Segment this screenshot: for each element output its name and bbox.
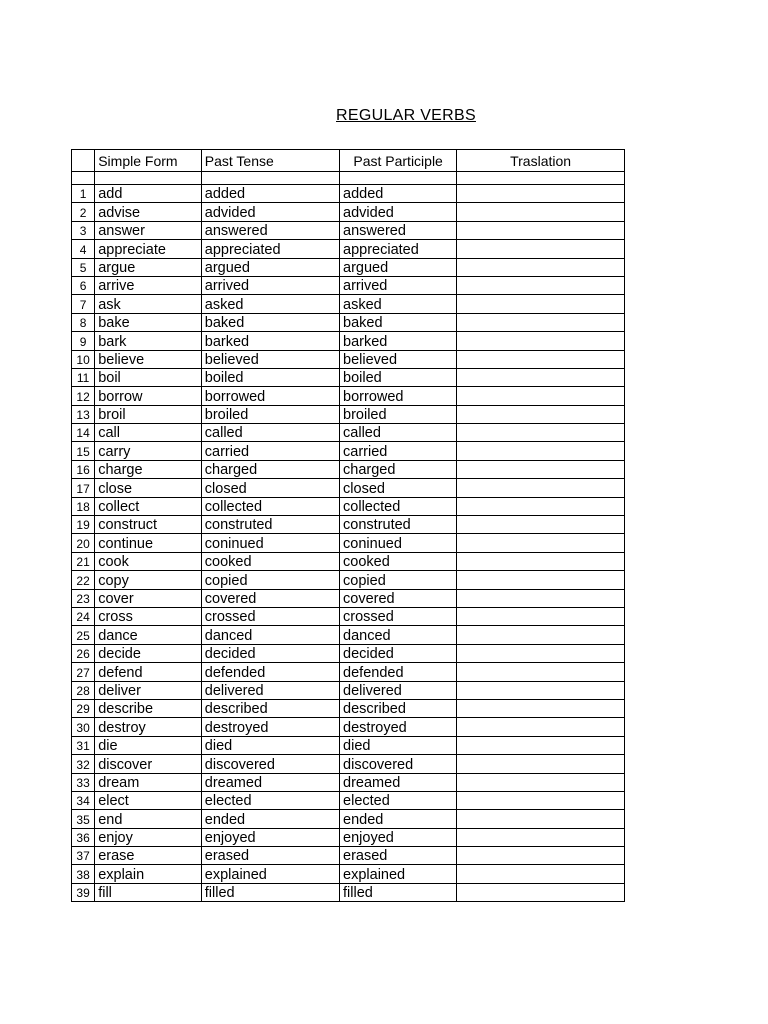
table-spacer-row bbox=[72, 172, 625, 185]
row-number: 8 bbox=[72, 313, 95, 331]
translation-cell[interactable] bbox=[457, 368, 625, 386]
past-tense-cell: collected bbox=[201, 497, 339, 515]
row-number: 36 bbox=[72, 828, 95, 846]
row-number: 29 bbox=[72, 699, 95, 717]
translation-cell[interactable] bbox=[457, 718, 625, 736]
row-number: 27 bbox=[72, 663, 95, 681]
past-participle-cell: defended bbox=[340, 663, 457, 681]
translation-cell[interactable] bbox=[457, 699, 625, 717]
simple-form-cell: dream bbox=[95, 773, 202, 791]
translation-cell[interactable] bbox=[457, 332, 625, 350]
simple-form-cell: broil bbox=[95, 405, 202, 423]
past-participle-cell: appreciated bbox=[340, 240, 457, 258]
row-number: 34 bbox=[72, 791, 95, 809]
simple-form-cell: explain bbox=[95, 865, 202, 883]
simple-form-cell: carry bbox=[95, 442, 202, 460]
row-number: 11 bbox=[72, 368, 95, 386]
translation-cell[interactable] bbox=[457, 350, 625, 368]
spacer-cell bbox=[340, 172, 457, 185]
row-number: 2 bbox=[72, 203, 95, 221]
table-row bbox=[72, 203, 625, 221]
table-row bbox=[72, 699, 625, 717]
past-participle-cell: crossed bbox=[340, 607, 457, 625]
table-row bbox=[72, 276, 625, 294]
row-number: 33 bbox=[72, 773, 95, 791]
simple-form-cell: borrow bbox=[95, 387, 202, 405]
simple-form-cell: erase bbox=[95, 847, 202, 865]
row-number: 22 bbox=[72, 571, 95, 589]
translation-cell[interactable] bbox=[457, 663, 625, 681]
translation-cell[interactable] bbox=[457, 773, 625, 791]
past-participle-cell: carried bbox=[340, 442, 457, 460]
table-row bbox=[72, 828, 625, 846]
translation-cell[interactable] bbox=[457, 810, 625, 828]
row-number: 26 bbox=[72, 644, 95, 662]
simple-form-cell: enjoy bbox=[95, 828, 202, 846]
row-number: 31 bbox=[72, 736, 95, 754]
past-participle-cell: enjoyed bbox=[340, 828, 457, 846]
row-number: 17 bbox=[72, 479, 95, 497]
simple-form-cell: decide bbox=[95, 644, 202, 662]
row-number: 28 bbox=[72, 681, 95, 699]
translation-cell[interactable] bbox=[457, 387, 625, 405]
past-participle-cell: baked bbox=[340, 313, 457, 331]
simple-form-cell: argue bbox=[95, 258, 202, 276]
past-tense-cell: arrived bbox=[201, 276, 339, 294]
simple-form-cell: construct bbox=[95, 516, 202, 534]
past-tense-cell: decided bbox=[201, 644, 339, 662]
spacer-cell bbox=[201, 172, 339, 185]
past-participle-cell: asked bbox=[340, 295, 457, 313]
table-row bbox=[72, 479, 625, 497]
row-number: 16 bbox=[72, 460, 95, 478]
translation-cell[interactable] bbox=[457, 681, 625, 699]
past-participle-cell: destroyed bbox=[340, 718, 457, 736]
past-tense-cell: crossed bbox=[201, 607, 339, 625]
translation-cell[interactable] bbox=[457, 424, 625, 442]
past-tense-cell: answered bbox=[201, 221, 339, 239]
table-row bbox=[72, 497, 625, 515]
translation-cell[interactable] bbox=[457, 534, 625, 552]
past-participle-cell: arrived bbox=[340, 276, 457, 294]
translation-cell[interactable] bbox=[457, 258, 625, 276]
past-tense-cell: charged bbox=[201, 460, 339, 478]
simple-form-cell: boil bbox=[95, 368, 202, 386]
past-participle-cell: coninued bbox=[340, 534, 457, 552]
table-row bbox=[72, 626, 625, 644]
simple-form-cell: describe bbox=[95, 699, 202, 717]
table-row bbox=[72, 718, 625, 736]
past-participle-cell: believed bbox=[340, 350, 457, 368]
translation-cell[interactable] bbox=[457, 185, 625, 203]
past-tense-cell: elected bbox=[201, 791, 339, 809]
translation-cell[interactable] bbox=[457, 460, 625, 478]
row-number: 24 bbox=[72, 607, 95, 625]
table-row bbox=[72, 387, 625, 405]
past-participle-cell: boiled bbox=[340, 368, 457, 386]
past-tense-cell: carried bbox=[201, 442, 339, 460]
past-participle-cell: closed bbox=[340, 479, 457, 497]
table-row bbox=[72, 755, 625, 773]
table-row bbox=[72, 350, 625, 368]
table-row bbox=[72, 185, 625, 203]
table-row bbox=[72, 295, 625, 313]
past-tense-cell: covered bbox=[201, 589, 339, 607]
translation-cell[interactable] bbox=[457, 644, 625, 662]
translation-cell[interactable] bbox=[457, 755, 625, 773]
simple-form-cell: discover bbox=[95, 755, 202, 773]
past-tense-cell: boiled bbox=[201, 368, 339, 386]
translation-cell[interactable] bbox=[457, 497, 625, 515]
past-tense-cell: barked bbox=[201, 332, 339, 350]
header-past-tense: Past Tense bbox=[201, 150, 339, 172]
row-number: 19 bbox=[72, 516, 95, 534]
header-simple-form: Simple Form bbox=[95, 150, 202, 172]
table-row bbox=[72, 516, 625, 534]
row-number: 1 bbox=[72, 185, 95, 203]
row-number: 14 bbox=[72, 424, 95, 442]
past-participle-cell: erased bbox=[340, 847, 457, 865]
past-participle-cell: answered bbox=[340, 221, 457, 239]
past-tense-cell: baked bbox=[201, 313, 339, 331]
row-number: 25 bbox=[72, 626, 95, 644]
simple-form-cell: answer bbox=[95, 221, 202, 239]
table-row bbox=[72, 663, 625, 681]
translation-cell[interactable] bbox=[457, 589, 625, 607]
past-tense-cell: described bbox=[201, 699, 339, 717]
table-row bbox=[72, 552, 625, 570]
row-number: 37 bbox=[72, 847, 95, 865]
row-number: 39 bbox=[72, 883, 95, 901]
simple-form-cell: deliver bbox=[95, 681, 202, 699]
simple-form-cell: charge bbox=[95, 460, 202, 478]
table-row bbox=[72, 424, 625, 442]
spacer-cell bbox=[95, 172, 202, 185]
past-participle-cell: covered bbox=[340, 589, 457, 607]
row-number: 15 bbox=[72, 442, 95, 460]
row-number: 23 bbox=[72, 589, 95, 607]
simple-form-cell: copy bbox=[95, 571, 202, 589]
simple-form-cell: bark bbox=[95, 332, 202, 350]
table-row bbox=[72, 240, 625, 258]
translation-cell[interactable] bbox=[457, 791, 625, 809]
row-number: 10 bbox=[72, 350, 95, 368]
translation-cell[interactable] bbox=[457, 626, 625, 644]
past-tense-cell: added bbox=[201, 185, 339, 203]
simple-form-cell: advise bbox=[95, 203, 202, 221]
past-participle-cell: argued bbox=[340, 258, 457, 276]
simple-form-cell: appreciate bbox=[95, 240, 202, 258]
simple-form-cell: destroy bbox=[95, 718, 202, 736]
simple-form-cell: collect bbox=[95, 497, 202, 515]
simple-form-cell: defend bbox=[95, 663, 202, 681]
past-participle-cell: broiled bbox=[340, 405, 457, 423]
row-number: 12 bbox=[72, 387, 95, 405]
row-number: 30 bbox=[72, 718, 95, 736]
table-row bbox=[72, 883, 625, 901]
table-row bbox=[72, 534, 625, 552]
table-row bbox=[72, 368, 625, 386]
simple-form-cell: cook bbox=[95, 552, 202, 570]
header-translation: Traslation bbox=[457, 150, 625, 172]
spacer-cell bbox=[72, 172, 95, 185]
row-number: 32 bbox=[72, 755, 95, 773]
table-row bbox=[72, 810, 625, 828]
past-tense-cell: defended bbox=[201, 663, 339, 681]
row-number: 6 bbox=[72, 276, 95, 294]
translation-cell[interactable] bbox=[457, 847, 625, 865]
table-row bbox=[72, 442, 625, 460]
past-tense-cell: danced bbox=[201, 626, 339, 644]
past-participle-cell: delivered bbox=[340, 681, 457, 699]
translation-cell[interactable] bbox=[457, 203, 625, 221]
translation-cell[interactable] bbox=[457, 479, 625, 497]
table-row bbox=[72, 460, 625, 478]
table-row bbox=[72, 644, 625, 662]
past-participle-cell: ended bbox=[340, 810, 457, 828]
table-row bbox=[72, 865, 625, 883]
simple-form-cell: add bbox=[95, 185, 202, 203]
translation-cell[interactable] bbox=[457, 883, 625, 901]
past-participle-cell: discovered bbox=[340, 755, 457, 773]
past-tense-cell: erased bbox=[201, 847, 339, 865]
past-tense-cell: argued bbox=[201, 258, 339, 276]
past-tense-cell: copied bbox=[201, 571, 339, 589]
table-row bbox=[72, 791, 625, 809]
table-row bbox=[72, 736, 625, 754]
past-tense-cell: cooked bbox=[201, 552, 339, 570]
table-header-row bbox=[72, 150, 625, 172]
past-tense-cell: enjoyed bbox=[201, 828, 339, 846]
table-row bbox=[72, 332, 625, 350]
row-number: 21 bbox=[72, 552, 95, 570]
table-row bbox=[72, 571, 625, 589]
past-tense-cell: delivered bbox=[201, 681, 339, 699]
simple-form-cell: continue bbox=[95, 534, 202, 552]
past-participle-cell: dreamed bbox=[340, 773, 457, 791]
past-participle-cell: described bbox=[340, 699, 457, 717]
translation-cell[interactable] bbox=[457, 276, 625, 294]
translation-cell[interactable] bbox=[457, 405, 625, 423]
simple-form-cell: cover bbox=[95, 589, 202, 607]
spacer-cell bbox=[457, 172, 625, 185]
past-tense-cell: died bbox=[201, 736, 339, 754]
table-row bbox=[72, 847, 625, 865]
past-tense-cell: coninued bbox=[201, 534, 339, 552]
simple-form-cell: bake bbox=[95, 313, 202, 331]
row-number: 7 bbox=[72, 295, 95, 313]
past-tense-cell: called bbox=[201, 424, 339, 442]
table-row bbox=[72, 221, 625, 239]
simple-form-cell: close bbox=[95, 479, 202, 497]
past-participle-cell: danced bbox=[340, 626, 457, 644]
past-tense-cell: discovered bbox=[201, 755, 339, 773]
row-number: 5 bbox=[72, 258, 95, 276]
past-tense-cell: borrowed bbox=[201, 387, 339, 405]
past-tense-cell: advided bbox=[201, 203, 339, 221]
header-number bbox=[72, 150, 95, 172]
past-tense-cell: construted bbox=[201, 516, 339, 534]
past-participle-cell: added bbox=[340, 185, 457, 203]
verb-table-body bbox=[72, 185, 625, 902]
past-participle-cell: filled bbox=[340, 883, 457, 901]
past-tense-cell: asked bbox=[201, 295, 339, 313]
table-row bbox=[72, 681, 625, 699]
row-number: 18 bbox=[72, 497, 95, 515]
translation-cell[interactable] bbox=[457, 295, 625, 313]
simple-form-cell: fill bbox=[95, 883, 202, 901]
simple-form-cell: call bbox=[95, 424, 202, 442]
simple-form-cell: die bbox=[95, 736, 202, 754]
row-number: 3 bbox=[72, 221, 95, 239]
past-participle-cell: construted bbox=[340, 516, 457, 534]
past-tense-cell: filled bbox=[201, 883, 339, 901]
row-number: 9 bbox=[72, 332, 95, 350]
translation-cell[interactable] bbox=[457, 442, 625, 460]
translation-cell[interactable] bbox=[457, 607, 625, 625]
past-tense-cell: appreciated bbox=[201, 240, 339, 258]
row-number: 38 bbox=[72, 865, 95, 883]
row-number: 13 bbox=[72, 405, 95, 423]
past-participle-cell: explained bbox=[340, 865, 457, 883]
row-number: 4 bbox=[72, 240, 95, 258]
past-participle-cell: died bbox=[340, 736, 457, 754]
simple-form-cell: believe bbox=[95, 350, 202, 368]
past-participle-cell: charged bbox=[340, 460, 457, 478]
past-participle-cell: elected bbox=[340, 791, 457, 809]
past-participle-cell: copied bbox=[340, 571, 457, 589]
past-participle-cell: borrowed bbox=[340, 387, 457, 405]
simple-form-cell: cross bbox=[95, 607, 202, 625]
header-past-participle: Past Participle bbox=[340, 150, 457, 172]
past-tense-cell: believed bbox=[201, 350, 339, 368]
simple-form-cell: arrive bbox=[95, 276, 202, 294]
simple-form-cell: ask bbox=[95, 295, 202, 313]
past-participle-cell: collected bbox=[340, 497, 457, 515]
simple-form-cell: end bbox=[95, 810, 202, 828]
simple-form-cell: dance bbox=[95, 626, 202, 644]
row-number: 35 bbox=[72, 810, 95, 828]
translation-cell[interactable] bbox=[457, 240, 625, 258]
simple-form-cell: elect bbox=[95, 791, 202, 809]
translation-cell[interactable] bbox=[457, 552, 625, 570]
row-number: 20 bbox=[72, 534, 95, 552]
past-tense-cell: broiled bbox=[201, 405, 339, 423]
table-row bbox=[72, 405, 625, 423]
table-row bbox=[72, 313, 625, 331]
table-row bbox=[72, 258, 625, 276]
table-row bbox=[72, 607, 625, 625]
past-participle-cell: barked bbox=[340, 332, 457, 350]
table-row bbox=[72, 773, 625, 791]
past-participle-cell: decided bbox=[340, 644, 457, 662]
past-tense-cell: explained bbox=[201, 865, 339, 883]
translation-cell[interactable] bbox=[457, 571, 625, 589]
translation-cell[interactable] bbox=[457, 221, 625, 239]
translation-cell[interactable] bbox=[457, 828, 625, 846]
past-participle-cell: advided bbox=[340, 203, 457, 221]
translation-cell[interactable] bbox=[457, 736, 625, 754]
past-tense-cell: closed bbox=[201, 479, 339, 497]
verb-table bbox=[71, 149, 625, 902]
page-title: REGULAR VERBS bbox=[336, 107, 476, 124]
translation-cell[interactable] bbox=[457, 865, 625, 883]
past-tense-cell: dreamed bbox=[201, 773, 339, 791]
translation-cell[interactable] bbox=[457, 516, 625, 534]
past-tense-cell: ended bbox=[201, 810, 339, 828]
translation-cell[interactable] bbox=[457, 313, 625, 331]
past-participle-cell: cooked bbox=[340, 552, 457, 570]
past-tense-cell: destroyed bbox=[201, 718, 339, 736]
table-row bbox=[72, 589, 625, 607]
past-participle-cell: called bbox=[340, 424, 457, 442]
